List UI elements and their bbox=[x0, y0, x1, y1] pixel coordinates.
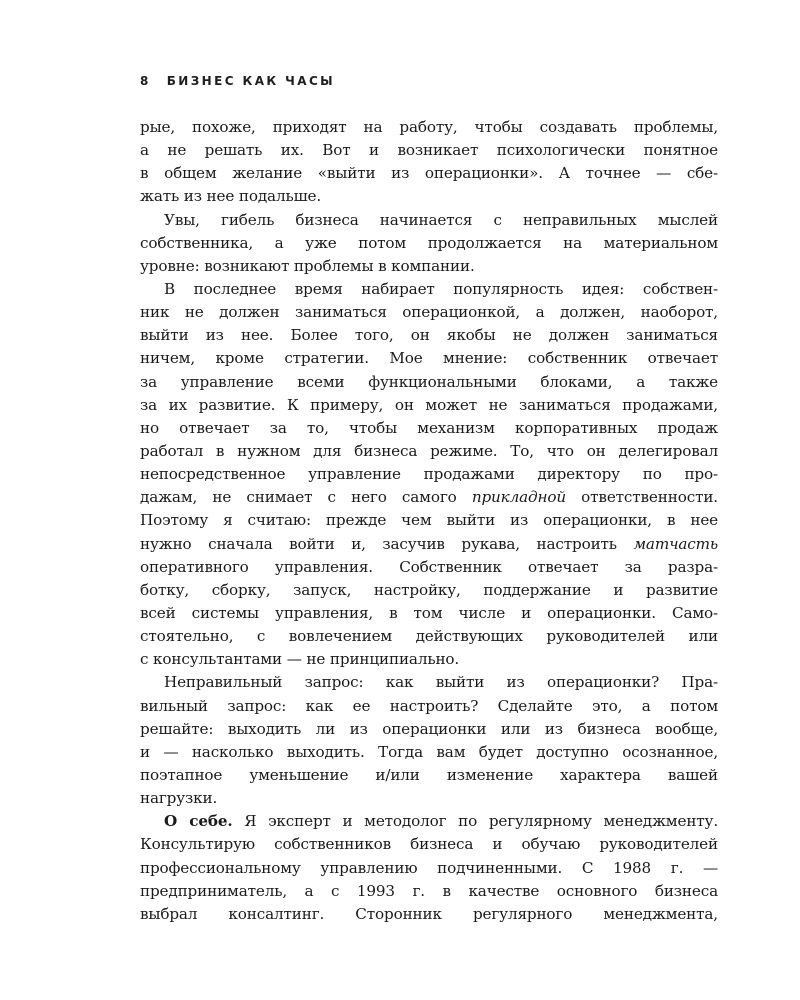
lead-in-about-me: О себе. bbox=[164, 812, 233, 831]
text-line: Консультирую собственников бизнеса и обучаю руководителей bbox=[140, 835, 718, 854]
text-line: рые, похоже, приходят на работу, чтобы создавать проблемы, bbox=[140, 118, 718, 136]
page-number: 8 bbox=[140, 74, 151, 88]
text-line: В последнее время набирает популярность идея: собствен- bbox=[164, 279, 718, 298]
text-line: Неправильный запрос: как выйти из операционки? Пра- bbox=[164, 673, 718, 692]
paragraph-3 bbox=[140, 278, 718, 671]
text-line: поэтапное уменьшение и/или изменение характера вашей bbox=[140, 765, 718, 784]
text-line: но отвечает за то, чтобы механизм корпоративных продаж bbox=[140, 418, 718, 437]
text-line: ник не должен заниматься операционкой, а должен, наоборот, bbox=[140, 303, 718, 322]
text-line: уровне: возникают проблемы в компании. bbox=[140, 256, 475, 275]
text-line: стоятельно, с вовлечением действующих руководителей или bbox=[140, 627, 718, 646]
text-line: с консультантами — не принципиально. bbox=[140, 650, 460, 669]
text-line: оперативного управления. Собственник отвечает за разра- bbox=[140, 557, 718, 576]
text-line: ботку, сборку, запуск, настройку, поддержание и развитие bbox=[140, 580, 718, 599]
text-line: а не решать их. Вот и возникает психологически понятное bbox=[140, 141, 718, 160]
text-line: непосредственное управление продажами директору по про- bbox=[140, 465, 718, 484]
text-line: Поэтому я считаю: прежде чем выйти из операционки, в нее bbox=[140, 511, 718, 530]
text-line: в общем желание «выйти из операционки». А точнее — сбе- bbox=[140, 164, 718, 183]
book-title: БИЗНЕС КАК ЧАСЫ bbox=[166, 74, 335, 88]
text-line: вильный запрос: как ее настроить? Сделайте это, а потом bbox=[140, 696, 718, 715]
emphasis-matchast: матчасть bbox=[633, 534, 718, 553]
text-line: всей системы управления, в том числе и операционки. Само- bbox=[140, 603, 718, 622]
page-body bbox=[140, 116, 718, 926]
text-line-mixed bbox=[140, 486, 718, 509]
text-line: выйти из нее. Более того, он якобы не должен заниматься bbox=[140, 326, 718, 345]
text-line: за управление всеми функциональными блоками, а также bbox=[140, 372, 718, 391]
text-line: ничем, кроме стратегии. Мое мнение: собственник отвечает bbox=[140, 349, 718, 368]
paragraph-1 bbox=[140, 116, 718, 209]
text-run: ответственности. bbox=[565, 488, 718, 507]
paragraph-4 bbox=[140, 671, 718, 810]
text-line: выбрал консалтинг. Сторонник регулярного менеджмента, bbox=[140, 904, 718, 923]
text-run: дажам, не снимает с него самого bbox=[140, 488, 457, 507]
text-run: нужно сначала войти и, засучив рукава, настроить bbox=[140, 534, 617, 553]
text-run: Я эксперт и методолог по регулярному менеджменту. bbox=[232, 812, 719, 831]
emphasis-prikladnoy: прикладной bbox=[471, 488, 566, 507]
text-line: решайте: выходить ли из операционки или из бизнеса вообще, bbox=[140, 719, 718, 738]
text-line-mixed bbox=[140, 533, 718, 556]
text-line: за их развитие. К примеру, он может не заниматься продажами, bbox=[140, 395, 718, 414]
paragraph-5 bbox=[140, 810, 718, 926]
text-line: профессиональному управлению подчиненными. С 1988 г. — bbox=[140, 858, 718, 877]
running-header bbox=[140, 74, 335, 88]
text-line: предприниматель, а с 1993 г. в качестве основного бизнеса bbox=[140, 881, 718, 900]
text-line-mixed bbox=[140, 810, 718, 833]
text-line: собственника, а уже потом продолжается на материальном bbox=[140, 233, 718, 252]
text-line: работал в нужном для бизнеса режиме. То, что он делегировал bbox=[140, 441, 718, 460]
text-line: нагрузки. bbox=[140, 789, 218, 808]
paragraph-2 bbox=[140, 209, 718, 278]
text-line: и — насколько выходить. Тогда вам будет доступно осознанное, bbox=[140, 742, 718, 761]
text-line: Увы, гибель бизнеса начинается с неправильных мыслей bbox=[164, 210, 718, 229]
text-line: жать из нее подальше. bbox=[140, 187, 322, 206]
